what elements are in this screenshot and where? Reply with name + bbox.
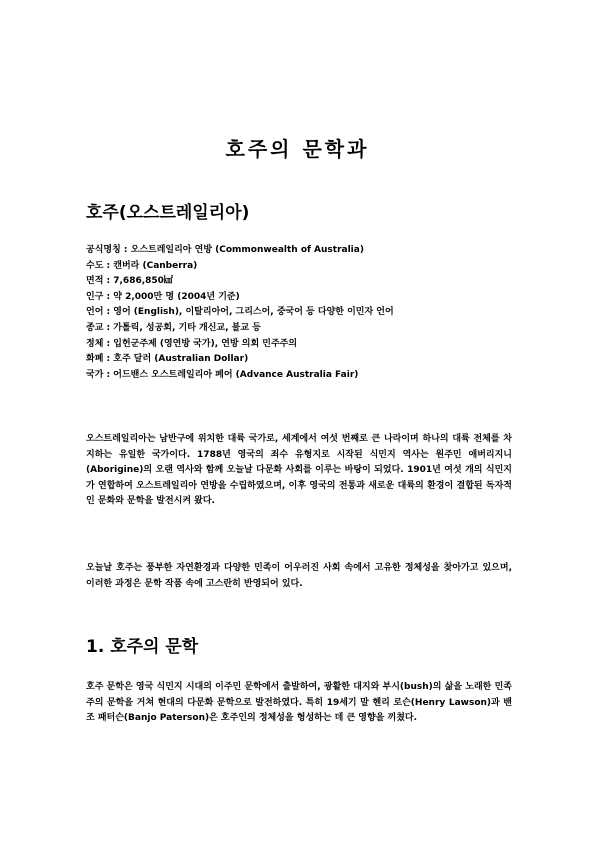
section-heading-australia: 호주(오스트레일리아)	[86, 203, 250, 223]
fact-official-name: 공식명칭 : 오스트레일리아 연방 (Commonwealth of Australia)	[86, 245, 364, 255]
fact-anthem: 국가 : 어드밴스 오스트레일리아 페어 (Advance Australia Fair)	[86, 369, 359, 380]
fact-population: 인구 : 약 2,000만 명 (2004년 기준)	[86, 291, 240, 302]
fact-currency: 화폐 : 호주 달러 (Australian Dollar)	[86, 354, 249, 365]
fact-area: 면적 : 7,686,850㎢	[86, 276, 173, 287]
document-title: 호주의 문학과	[225, 137, 370, 161]
country-facts-list	[86, 243, 394, 383]
summary-paragraph: 오늘날 호주는 풍부한 자연환경과 다양한 민족이 어우러진 사회 속에서 고유한 정체성을 찾아가고 있으며, 이러한 과정은 문학 작품 속에 고스란히 반영되어 있다.	[86, 563, 512, 589]
fact-religion: 종교 : 가톨릭, 성공회, 기타 개신교, 불교 등	[86, 322, 261, 333]
literature-paragraph: 호주 문학은 영국 식민지 시대의 이주민 문학에서 출발하여, 광활한 대지와 부시(bush)의 삶을 노래한 민족주의 문학을 거쳐 현대의 다문화 문학으로 발전하였다. 특히 19세기 말 헨리 로슨(Henry Lawson)과 밴조 패터슨(Banjo Paterson)은 호주인의 정체성을 형성하는 데 큰 영향을 끼쳤다.	[86, 682, 512, 724]
fact-government: 정체 : 입헌군주제 (영연방 국가), 연방 의회 민주주의	[86, 338, 298, 349]
fact-capital: 수도 : 캔버라 (Canberra)	[86, 260, 198, 271]
section-heading-literature: 1. 호주의 문학	[86, 637, 199, 657]
fact-language: 언어 : 영어 (English), 이탈리아어, 그리스어, 중국어 등 다양한 이민자 언어	[86, 307, 394, 318]
intro-paragraph: 오스트레일리아는 남반구에 위치한 대륙 국가로, 세계에서 여섯 번째로 큰 나라이며 하나의 대륙 전체를 차지하는 유일한 국가이다. 1788년 영국의 죄수 유형지로 시작된 식민지 역사는 원주민 애버리지니(Aborigine)의 오랜 역사와 함께 오늘날 다문화 사회를 이루는 바탕이 되었다. 1901년 여섯 개의 식민지가 연합하여 오스트레일리아 연방을 수립하였으며, 이후 영국의 전통과 새로운 대륙의 환경이 결합된 독자적인 문화와 문학을 발전시켜 왔다.	[86, 434, 512, 507]
